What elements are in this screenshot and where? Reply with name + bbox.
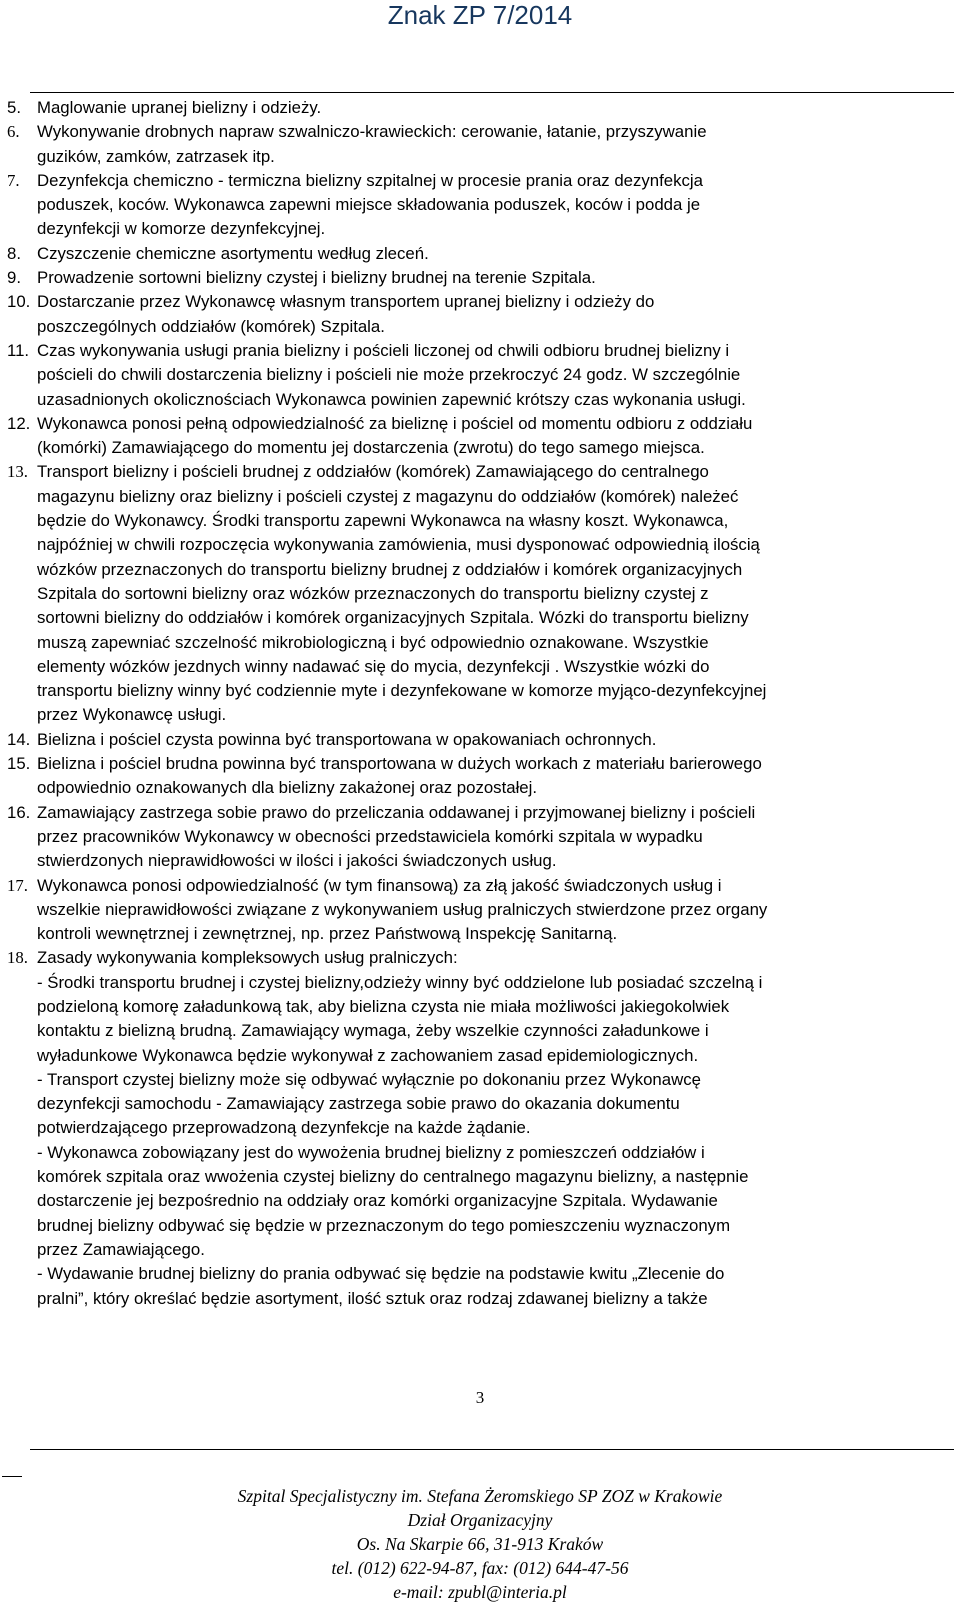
list-item-text [37, 946, 957, 1310]
text-line: Wykonywanie drobnych napraw szwalniczo-krawieckich: cerowanie, łatanie, przyszywanie [37, 122, 707, 142]
footer-address-block [0, 1484, 960, 1604]
text-line: Dostarczanie przez Wykonawcę własnym transportem upranej bielizny i odzieży do [37, 292, 655, 312]
text-line: - Wykonawca zobowiązany jest do wywożenia brudnej bielizny z pomieszczeń oddziałów i [37, 1142, 705, 1162]
text-line: kontroli wewnętrznej i zewnętrznej, np. przez Państwową Inspekcję Sanitarną. [37, 924, 618, 944]
text-line: guzików, zamków, zatrzasek itp. [37, 146, 275, 166]
text-line: pralni”, który określać będzie asortyment, ilość sztuk oraz rodzaj zdawanej bielizny a także [37, 1288, 708, 1308]
list-item [7, 120, 957, 169]
list-item-text [37, 266, 957, 290]
list-item-number: 15. [7, 754, 31, 774]
text-line: będzie do Wykonawcy. Środki transportu zapewni Wykonawca na własny koszt. Wykonawca, [37, 511, 729, 531]
list-item-number: 7. [7, 170, 20, 190]
list-item [7, 752, 957, 801]
text-line: odpowiednio oznakowanych dla bielizny zakażonej oraz pozostałej. [37, 778, 538, 798]
footer-divider [30, 1449, 954, 1450]
list-item-text [37, 120, 957, 169]
list-item-number: 6. [7, 122, 20, 142]
text-line: Wykonawca ponosi odpowiedzialność (w tym finansową) za złą jakość świadczonych usług i [37, 875, 722, 895]
text-line: Zamawiający zastrzega sobie prawo do przeliczania oddawanej i przyjmowanej bielizny i pościeli [37, 802, 756, 822]
list-item-number: 12. [7, 413, 31, 433]
text-line: przez Wykonawcę usługi. [37, 705, 227, 725]
list-item-number: 5. [7, 98, 21, 117]
list-item [7, 874, 957, 947]
footer-institution: Szpital Specjalistyczny im. Stefana Żeromskiego SP ZOZ w Krakowie [237, 1486, 723, 1506]
text-line: - Wydawanie brudnej bielizny do prania odbywać się będzie na podstawie kwitu „Zlecenie do [37, 1264, 725, 1284]
text-line: Bielizna i pościel brudna powinna być transportowana w dużych workach z materiału barierowego [37, 754, 762, 774]
list-item-text [37, 752, 957, 801]
text-line: wszelkie nieprawidłowości związane z wykonywaniem usług pralniczych stwierdzone przez organy [37, 899, 768, 919]
list-item [7, 242, 957, 266]
footer-email: e-mail: zpubl@interia.pl [393, 1582, 567, 1602]
list-item-text [37, 169, 957, 242]
text-line: przez pracowników Wykonawcy w obecności przedstawiciela komórki szpitala w wypadku [37, 826, 703, 846]
page-number: 3 [475, 1388, 485, 1407]
list-item-text [37, 412, 957, 461]
list-item [7, 266, 957, 290]
footer-phone-fax: tel. (012) 622-94-87, fax: (012) 644-47-56 [331, 1558, 629, 1578]
text-line: komórek szpitala oraz wwożenia czystej bielizny do centralnego magazynu bielizny, a następnie [37, 1167, 749, 1187]
text-line: uzasadnionych okolicznościach Wykonawca powinien zapewnić krótszy czas wykonania usługi. [37, 389, 746, 409]
header-divider [30, 92, 954, 93]
list-item-text [37, 728, 957, 752]
text-line: sortowni bielizny do oddziałów i komórek organizacyjnych Szpitala. Wózki do transportu bielizny [37, 608, 749, 628]
text-line: brudnej bielizny odbywać się będzie w przeznaczonym do tego pomieszczeniu wyznaczonym [37, 1215, 731, 1235]
footer-department: Dział Organizacyjny [407, 1510, 553, 1530]
text-line: przez Zamawiającego. [37, 1239, 205, 1259]
list-item-text [37, 96, 957, 120]
list-item-number: 16. [7, 802, 31, 822]
text-line: - Transport czystej bielizny może się odbywać wyłącznie po dokonaniu przez Wykonawcę [37, 1069, 701, 1089]
text-line: poszczególnych oddziałów (komórek) Szpitala. [37, 316, 385, 336]
text-line: Zasady wykonywania kompleksowych usług pralniczych: [37, 948, 458, 968]
list-item [7, 412, 957, 461]
footnote-separator [2, 1476, 22, 1477]
document-header-title: Znak ZP 7/2014 [387, 0, 573, 30]
text-line: poduszek, koców. Wykonawca zapewni miejsce składowania poduszek, koców i podda je [37, 195, 701, 215]
list-item [7, 339, 957, 412]
text-line: stwierdzonych nieprawidłowości w ilości i jakości świadczonych usług. [37, 851, 557, 871]
text-line: dostarczenie jej bezpośrednio na oddziały oraz komórki organizacyjne Szpitala. Wydawanie [37, 1191, 718, 1211]
text-line: elementy wózków jezdnych winny nadawać się do mycia, dezynfekcji . Wszystkie wózki do [37, 656, 710, 676]
list-item [7, 946, 957, 1310]
list-item [7, 290, 957, 339]
text-line: Transport bielizny i pościeli brudnej z oddziałów (komórek) Zamawiającego do centralnego [37, 462, 709, 482]
list-item [7, 460, 957, 727]
text-line: (komórki) Zamawiającego do momentu jej dostarczenia (zwrotu) do tego samego miejsca. [37, 438, 705, 458]
numbered-list [7, 96, 957, 1311]
list-item-number: 8. [7, 243, 21, 263]
footer-address: Os. Na Skarpie 66, 31-913 Kraków [356, 1534, 604, 1554]
text-line: dezynfekcji samochodu - Zamawiający zastrzega sobie prawo do okazania dokumentu [37, 1094, 680, 1114]
text-line: - Środki transportu brudnej i czystej bielizny,odzieży winny być oddzielone lub posiadać szczelną i [37, 972, 763, 992]
list-item-number: 18. [7, 948, 28, 968]
list-item-text [37, 801, 957, 874]
text-line: wyładunkowe Wykonawca będzie wykonywał z zachowaniem zasad epidemiologicznych. [37, 1045, 699, 1065]
list-item-number: 10. [7, 292, 31, 312]
list-item-text [37, 339, 957, 412]
text-line: najpóźniej w chwili rozpoczęcia wykonywania zamówienia, musi dysponować odpowiednią ilością [37, 535, 760, 555]
text-line: wózków przeznaczonych do transportu bielizny brudnej z oddziałów i komórek organizacyjnych [37, 559, 743, 579]
text-line: transportu bielizny winny być codziennie myte i dezynfekowane w komorze myjąco-dezynfekcyjnej [37, 681, 767, 701]
text-line: magazynu bielizny oraz bielizny i pościeli czystej z magazynu do oddziałów (komórek) należeć [37, 486, 739, 506]
text-line: Czas wykonywania usługi prania bielizny i pościeli liczonej od chwili odbioru brudnej bielizny i [37, 340, 730, 360]
list-item-number: 11. [7, 340, 30, 360]
text-line: Maglowanie upranej bielizny i odzieży. [37, 98, 322, 117]
text-line: Prowadzenie sortowni bielizny czystej i bielizny brudnej na terenie Szpitala. [37, 268, 596, 288]
list-item [7, 96, 957, 120]
list-item-text [37, 290, 957, 339]
text-line: Dezynfekcja chemiczno - termiczna bielizny szpitalnej w procesie prania oraz dezynfekcja [37, 170, 703, 190]
list-item-number: 13. [7, 462, 28, 482]
list-item-number: 9. [7, 268, 21, 288]
text-line: potwierdzającego przeprowadzoną dezynfekcje na każde żądanie. [37, 1118, 531, 1138]
list-item [7, 801, 957, 874]
list-item-number: 17. [7, 875, 28, 895]
list-item [7, 728, 957, 752]
text-line: kontaktu z bielizną brudną. Zamawiający wymaga, żeby wszelkie czynności załadunkowe i [37, 1021, 709, 1041]
text-line: Bielizna i pościel czysta powinna być transportowana w opakowaniach ochronnych. [37, 729, 657, 749]
text-line: Wykonawca ponosi pełną odpowiedzialność za bieliznę i pościel od momentu odbioru z oddziału [37, 413, 753, 433]
text-line: pościeli do chwili dostarczenia bielizny i pościeli nie może przekroczyć 24 godz. W szczególnie [37, 365, 741, 385]
list-item-text [37, 242, 957, 266]
text-line: podzieloną komorę załadunkową tak, aby bielizna czysta nie miała możliwości jakiegokolwiek [37, 996, 730, 1016]
text-line: muszą zapewniać szczelność mikrobiologiczną i być odpowiednio oznakowane. Wszystkie [37, 632, 709, 652]
list-item [7, 169, 957, 242]
text-line: Czyszczenie chemiczne asortymentu według zleceń. [37, 243, 429, 263]
list-item-number: 14. [7, 729, 31, 749]
text-line: dezynfekcji w komorze dezynfekcyjnej. [37, 219, 326, 239]
text-line: Szpitala do sortowni bielizny oraz wózków przeznaczonych do transportu bielizny czystej z [37, 583, 709, 603]
list-item-text [37, 460, 957, 727]
list-item-text [37, 874, 957, 947]
